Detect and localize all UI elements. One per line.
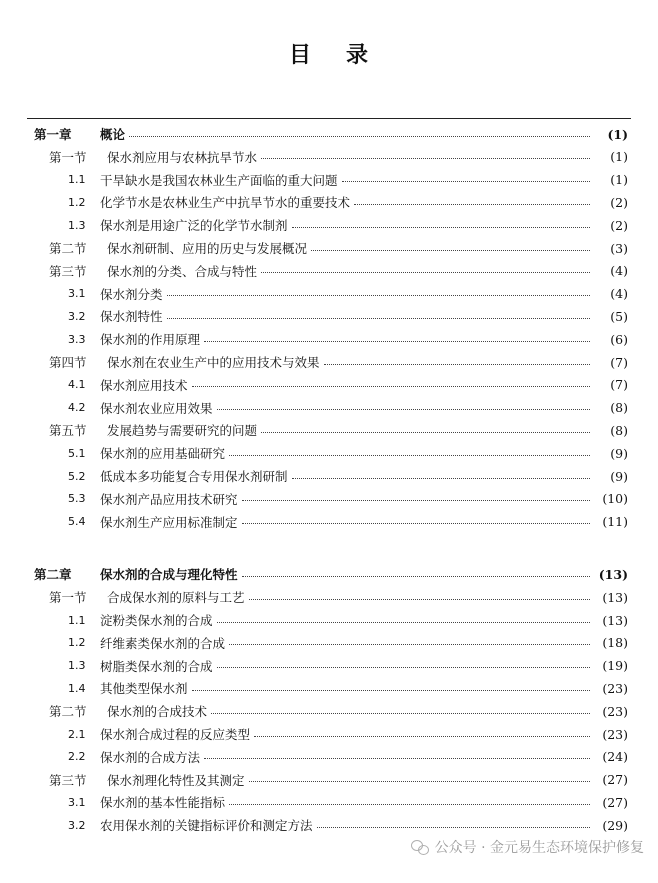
dot-leader	[249, 599, 590, 600]
dot-leader	[217, 622, 590, 623]
toc-entry-number: 5.2	[68, 469, 86, 483]
toc-entry-page: (10)	[602, 491, 628, 507]
toc-entry-sub[interactable]	[0, 815, 658, 835]
toc-entry-title: 保水剂合成过程的反应类型	[100, 727, 251, 742]
toc-entry-number: 5.3	[68, 492, 86, 506]
toc-entry-title: 保水剂分类	[100, 286, 163, 302]
dot-leader	[217, 667, 590, 668]
toc-entry-number: 第一节	[49, 590, 87, 606]
dot-leader	[192, 386, 590, 387]
toc-entry-page: (27)	[602, 794, 628, 810]
toc-entry-sub[interactable]	[0, 284, 658, 304]
toc-entry-title: 保水剂研制、应用的历史与发展概况	[107, 241, 308, 256]
toc-entry-chapter[interactable]	[0, 124, 658, 144]
toc-entry-title: 保水剂理化特性及其测定	[107, 772, 245, 788]
dot-leader	[217, 409, 590, 410]
toc-entry-number: 1.2	[68, 195, 86, 209]
toc-entry-page: (7)	[610, 354, 628, 370]
toc-entry-number: 1.1	[68, 613, 86, 627]
toc-entry-title: 合成保水剂的原料与工艺	[107, 590, 245, 606]
toc-entry-title: 低成本多功能复合专用保水剂研制	[100, 469, 288, 484]
toc-entry-chapter[interactable]	[0, 564, 658, 584]
toc-entry-section[interactable]	[0, 352, 658, 372]
dot-leader	[311, 250, 590, 251]
toc-entry-page: (23)	[602, 703, 628, 719]
toc-entry-number: 1.3	[68, 218, 86, 232]
toc-entry-page: (11)	[602, 514, 628, 530]
toc-entry-section[interactable]	[0, 587, 658, 607]
toc-entry-number: 第二节	[49, 241, 87, 256]
toc-entry-page: (1)	[610, 149, 628, 165]
toc-entry-title: 保水剂应用技术	[100, 377, 188, 393]
toc-entry-page: (6)	[610, 331, 628, 347]
toc-entry-title: 保水剂的应用基础研究	[100, 446, 226, 462]
toc-entry-sub[interactable]	[0, 678, 658, 698]
watermark-text: 公众号 · 金元易生态环境保护修复	[434, 840, 644, 856]
toc-entry-title: 干旱缺水是我国农林业生产面临的重大问题	[100, 172, 338, 188]
toc-entry-page: (18)	[602, 635, 628, 651]
toc-entry-number: 第三节	[49, 263, 87, 279]
toc-entry-title: 保水剂的合成方法	[100, 749, 201, 765]
toc-entry-number: 第四节	[49, 355, 87, 370]
toc-entry-page: (9)	[610, 468, 628, 484]
dot-leader	[229, 455, 590, 456]
toc-entry-number: 4.1	[68, 378, 86, 392]
toc-entry-number: 3.1	[68, 795, 86, 809]
toc-entry-title: 纤维素类保水剂的合成	[100, 635, 226, 651]
toc-entry-page: (23)	[602, 726, 628, 742]
toc-entry-page: (1)	[610, 172, 628, 188]
toc-entry-section[interactable]	[0, 701, 658, 721]
toc-entry-number: 第二章	[34, 567, 72, 583]
dot-leader	[242, 523, 590, 524]
dot-leader	[249, 781, 590, 782]
toc-entry-sub[interactable]	[0, 747, 658, 767]
top-rule	[27, 118, 631, 119]
toc-entry-page: (8)	[610, 400, 628, 416]
dot-leader	[229, 644, 590, 645]
dot-leader	[129, 136, 590, 137]
toc-entry-sub[interactable]	[0, 215, 658, 235]
toc-entry-title: 保水剂生产应用标准制定	[100, 514, 238, 530]
toc-entry-page: (4)	[610, 286, 628, 302]
toc-entry-page: (2)	[610, 194, 628, 210]
toc-entry-sub[interactable]	[0, 489, 658, 509]
toc-entry-title: 保水剂的合成与理化特性	[100, 567, 238, 583]
toc-entry-title: 其他类型保水剂	[100, 681, 188, 697]
dot-leader	[211, 713, 590, 714]
toc-entry-page: (29)	[602, 817, 628, 833]
toc-entry-number: 1.4	[68, 681, 86, 695]
toc-entry-number: 3.3	[68, 332, 86, 346]
toc-entry-page: (5)	[610, 308, 628, 324]
toc-entry-number: 第一节	[49, 149, 87, 165]
toc-entry-number: 第三节	[49, 772, 87, 788]
toc-entry-title: 化学节水是农林业生产中抗旱节水的重要技术	[100, 195, 351, 211]
dot-leader	[317, 827, 590, 828]
toc-entry-number: 第一章	[34, 127, 72, 142]
toc-entry-sub[interactable]	[0, 375, 658, 395]
dot-leader	[204, 341, 590, 342]
dot-leader	[229, 804, 590, 805]
toc-entry-sub[interactable]	[0, 192, 658, 212]
dot-leader	[261, 432, 590, 433]
toc-entry-title: 概论	[100, 127, 126, 142]
toc-entry-section[interactable]	[0, 261, 658, 281]
dot-leader	[242, 500, 590, 501]
dot-leader	[204, 758, 590, 759]
toc-entry-title: 保水剂的合成技术	[107, 704, 208, 720]
dot-leader	[292, 478, 590, 479]
dot-leader	[324, 364, 590, 365]
toc-entry-number: 1.1	[68, 173, 86, 187]
toc-entry-title: 淀粉类保水剂的合成	[100, 613, 213, 628]
toc-entry-page: (24)	[602, 749, 628, 765]
toc-entry-title: 保水剂在农业生产中的应用技术与效果	[107, 355, 320, 370]
toc-entry-page: (3)	[610, 240, 628, 256]
toc-entry-sub[interactable]	[0, 512, 658, 532]
toc-entry-title: 农用保水剂的关键指标评价和测定方法	[100, 818, 313, 834]
toc-entry-title: 保水剂应用与农林抗旱节水	[107, 149, 258, 165]
toc-entry-number: 3.2	[68, 818, 86, 832]
toc-entry-title: 保水剂农业应用效果	[100, 400, 213, 416]
toc-entry-number: 第二节	[49, 704, 87, 720]
toc-entry-sub[interactable]	[0, 610, 658, 630]
toc-entry-title: 树脂类保水剂的合成	[100, 658, 213, 674]
toc-entry-title: 保水剂产品应用技术研究	[100, 491, 238, 507]
toc-entry-page: (2)	[610, 217, 628, 233]
toc-entry-sub[interactable]	[0, 792, 658, 812]
toc-entry-number: 1.2	[68, 636, 86, 650]
toc-entry-section[interactable]	[0, 238, 658, 258]
toc-entry-number: 第五节	[49, 423, 87, 439]
toc-entry-page: (19)	[602, 658, 628, 674]
toc-entry-page: (27)	[602, 772, 628, 788]
toc-entry-number: 5.1	[68, 446, 86, 460]
toc-entry-sub[interactable]	[0, 170, 658, 190]
toc-entry-number: 1.3	[68, 659, 86, 673]
page-title	[0, 38, 658, 69]
dot-leader	[261, 158, 590, 159]
toc-entry-sub[interactable]	[0, 306, 658, 326]
toc-entry-section[interactable]	[0, 420, 658, 440]
dot-leader	[354, 204, 590, 205]
toc-entry-page: (4)	[610, 263, 628, 279]
toc-entry-title: 保水剂的分类、合成与特性	[107, 263, 258, 279]
toc-entry-number: 3.2	[68, 309, 86, 323]
wechat-icon	[411, 839, 429, 855]
dot-leader	[192, 690, 590, 691]
dot-leader	[342, 181, 590, 182]
toc-entry-sub[interactable]	[0, 633, 658, 653]
toc-entry-sub[interactable]	[0, 398, 658, 418]
toc-entry-title: 保水剂的作用原理	[100, 332, 201, 348]
toc-entry-title: 发展趋势与需要研究的问题	[107, 423, 258, 439]
toc-entry-page: (13)	[602, 589, 628, 605]
toc-entry-sub[interactable]	[0, 466, 658, 486]
dot-leader	[254, 736, 590, 737]
toc-entry-page: (8)	[610, 422, 628, 438]
toc-entry-sub[interactable]	[0, 329, 658, 349]
dot-leader	[167, 295, 590, 296]
toc-entry-page: (13)	[602, 612, 628, 628]
dot-leader	[261, 272, 590, 273]
toc-entry-sub[interactable]	[0, 443, 658, 463]
toc-entry-number: 5.4	[68, 515, 86, 529]
toc-entry-number: 4.2	[68, 401, 86, 415]
toc-entry-number: 3.1	[68, 287, 86, 301]
toc-entry-page: (7)	[610, 377, 628, 393]
toc-entry-title: 保水剂特性	[100, 309, 163, 325]
watermark	[411, 837, 644, 857]
page-title-char-1: 目	[288, 42, 312, 68]
toc-entry-sub[interactable]	[0, 724, 658, 744]
dot-leader	[292, 227, 590, 228]
toc-entry-page: (9)	[610, 445, 628, 461]
toc-entry-section[interactable]	[0, 770, 658, 790]
page-title-char-2: 录	[346, 42, 370, 68]
dot-leader	[167, 318, 590, 319]
toc-entry-title: 保水剂是用途广泛的化学节水制剂	[100, 218, 288, 234]
toc-entry-page: (23)	[602, 680, 628, 696]
toc-entry-number: 2.2	[68, 750, 86, 764]
toc-entry-page: (13)	[598, 566, 628, 582]
toc-entry-number: 2.1	[68, 727, 86, 741]
toc-entry-section[interactable]	[0, 147, 658, 167]
toc-entry-sub[interactable]	[0, 656, 658, 676]
toc-entry-page: (1)	[607, 126, 628, 142]
dot-leader	[242, 576, 590, 577]
toc-entry-title: 保水剂的基本性能指标	[100, 795, 226, 811]
